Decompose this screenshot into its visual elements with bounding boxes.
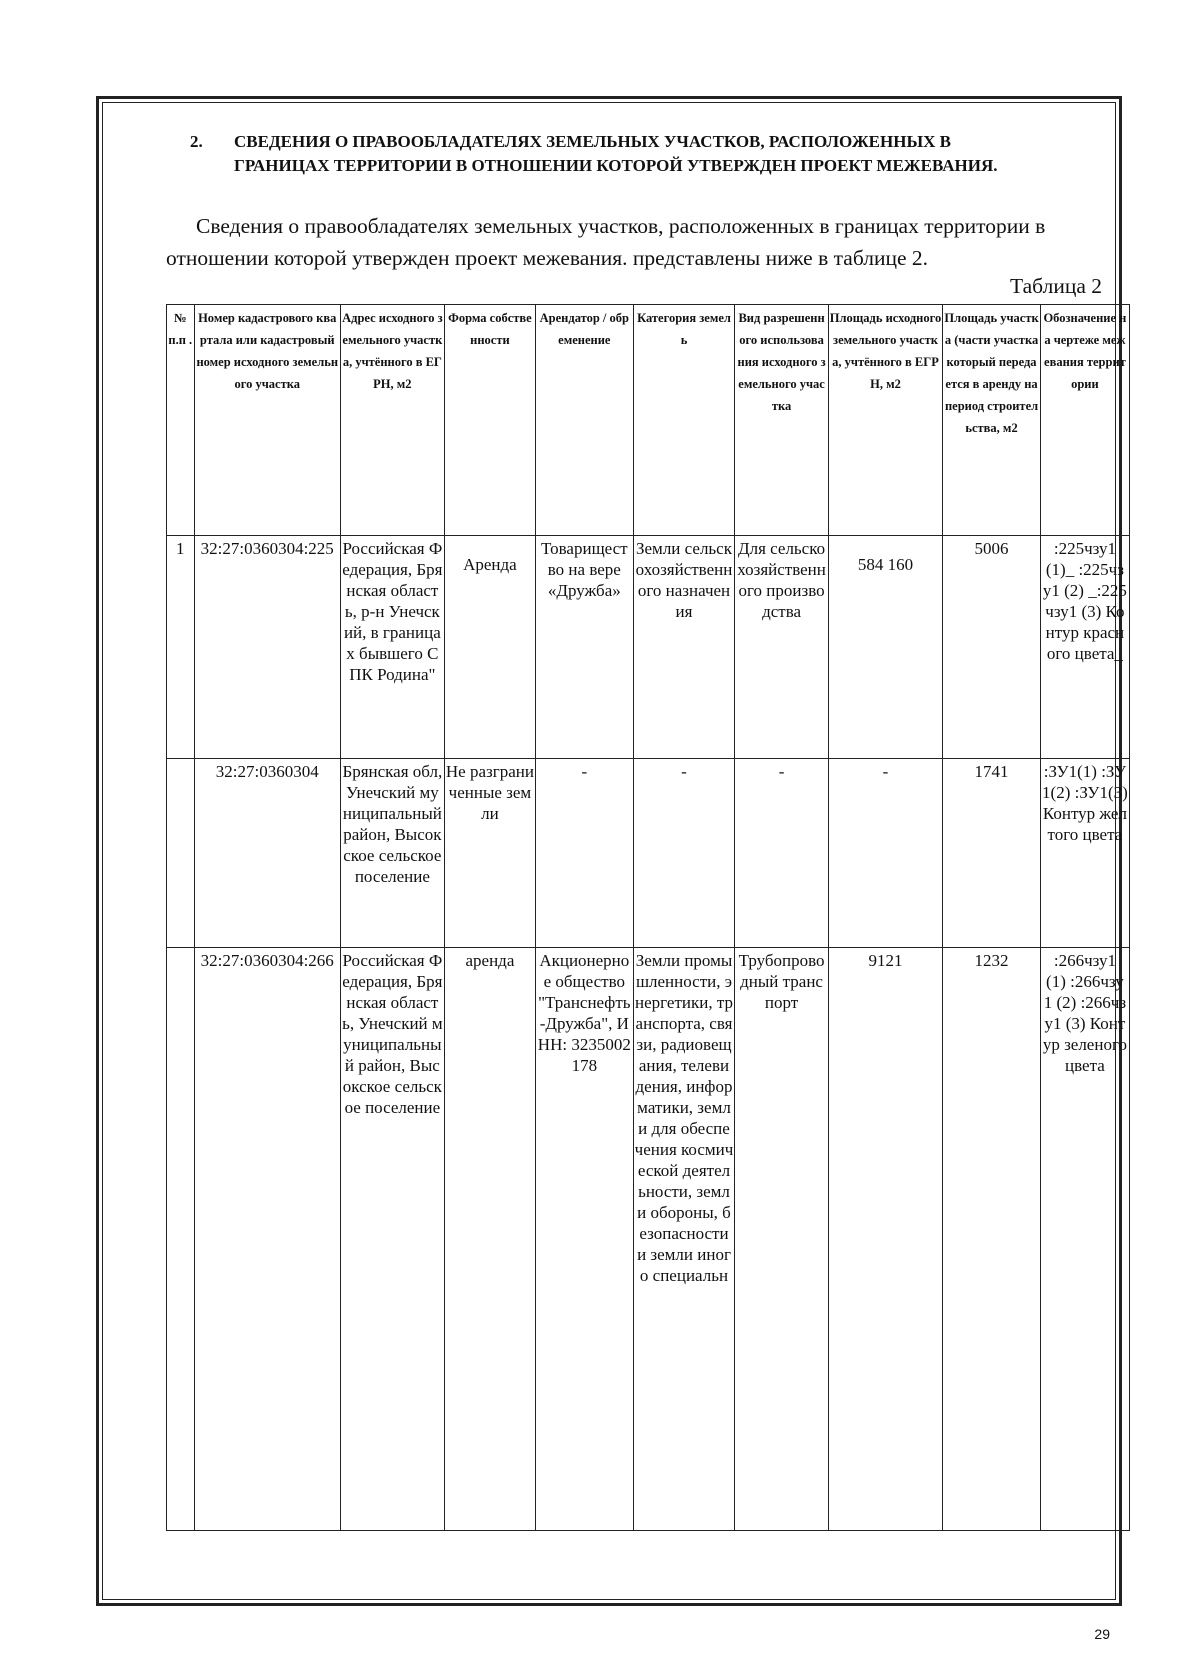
cell-ownership: Не разграниченные земли: [444, 759, 535, 948]
cell-area-part: 1232: [943, 948, 1041, 1531]
cell-designation: :225чзу1 (1)_ :225чзу1 (2) _:225чзу1 (3) Контур красного цвета_: [1040, 536, 1129, 759]
header-designation: Обозначение на чертеже межевания территории: [1040, 305, 1129, 536]
section-title-line1: СВЕДЕНИЯ О ПРАВООБЛАДАТЕЛЯХ ЗЕМЕЛЬНЫХ УЧАСТКОВ, РАСПОЛОЖЕННЫХ В: [234, 132, 952, 151]
section-number: 2.: [190, 132, 203, 151]
header-category: Категория земель: [633, 305, 735, 536]
cell-address: Брянская обл, Унечский муниципальный район, Высокское сельское поселение: [340, 759, 444, 948]
header-address: Адрес исходного земельного участка, учтённого в ЕГРН, м2: [340, 305, 444, 536]
cell-area-source: -: [828, 759, 943, 948]
cell-use: -: [735, 759, 828, 948]
cell-category: Земли промышленности, энергетики, транспорта, связи, радиовещания, телевидения, информатики, земли для обеспечения космической деятельности, земли обороны, безопасности и земли иного специальн: [633, 948, 735, 1531]
cell-ownership: Аренда: [444, 536, 535, 759]
header-area-part: Площадь участка (части участка который передается в аренду на период строительства, м2: [943, 305, 1041, 536]
cell-number: 1: [167, 536, 195, 759]
cell-designation: :266чзу1 (1) :266чзу1 (2) :266чзу1 (3) Контур зеленого цвета: [1040, 948, 1129, 1531]
cell-category: Земли сельскохозяйственного назначения: [633, 536, 735, 759]
header-area-source: Площадь исходного земельного участка, учтённого в ЕГРН, м2: [828, 305, 943, 536]
cell-category: -: [633, 759, 735, 948]
table-caption: Таблица 2: [1010, 274, 1102, 298]
cell-ownership: аренда: [444, 948, 535, 1531]
header-cadastral: Номер кадастрового квартала или кадастровый номер исходного земельного участка: [194, 305, 340, 536]
cell-use: Трубопроводный транспорт: [735, 948, 828, 1531]
header-ownership: Форма собственности: [444, 305, 535, 536]
intro-paragraph: [166, 210, 1102, 274]
table-row: [167, 948, 1130, 1531]
cell-designation: :ЗУ1(1) :ЗУ1(2) :ЗУ1(3) Контур желтого цвета: [1040, 759, 1129, 948]
section-title-line2: ГРАНИЦАХ ТЕРРИТОРИИ В ОТНОШЕНИИ КОТОРОЙ УТВЕРЖДЕН ПРОЕКТ МЕЖЕВАНИЯ.: [234, 156, 998, 175]
table-header-row: [167, 305, 1130, 536]
table-row: [167, 536, 1130, 759]
cell-address: Российская Федерация, Брянская область, Унечский муниципальный район, Высокское сельское поселение: [340, 948, 444, 1531]
cell-area-source: 9121: [828, 948, 943, 1531]
cell-cadastral: 32:27:0360304: [194, 759, 340, 948]
cell-address: Российская Федерация, Брянская область, р-н Унечский, в границах бывшего СПК Родина": [340, 536, 444, 759]
cell-number: [167, 948, 195, 1531]
cell-tenant: -: [536, 759, 634, 948]
header-use: Вид разрешенного использования исходного земельного участка: [735, 305, 828, 536]
table-row: [167, 759, 1130, 948]
cell-number: [167, 759, 195, 948]
header-number: № п.п .: [167, 305, 195, 536]
cell-area-part: 1741: [943, 759, 1041, 948]
owners-table: [166, 304, 1130, 1531]
cell-tenant: Товарищество на вере «Дружба»: [536, 536, 634, 759]
cell-cadastral: 32:27:0360304:225: [194, 536, 340, 759]
section-heading: [190, 130, 1090, 178]
cell-area-source: 584 160: [828, 536, 943, 759]
header-tenant: Арендатор / обременение: [536, 305, 634, 536]
cell-use: Для сельскохозяйственного производства: [735, 536, 828, 759]
cell-area-part: 5006: [943, 536, 1041, 759]
page-number: 29: [1094, 1626, 1110, 1642]
intro-text: Сведения о правообладателях земельных участков, расположенных в границах территории в отношении которой утвержден проект межевания. представлены ниже в таблице 2.: [166, 214, 1046, 270]
cell-cadastral: 32:27:0360304:266: [194, 948, 340, 1531]
cell-tenant: Акционерное общество "Транснефть-Дружба", ИНН: 3235002178: [536, 948, 634, 1531]
